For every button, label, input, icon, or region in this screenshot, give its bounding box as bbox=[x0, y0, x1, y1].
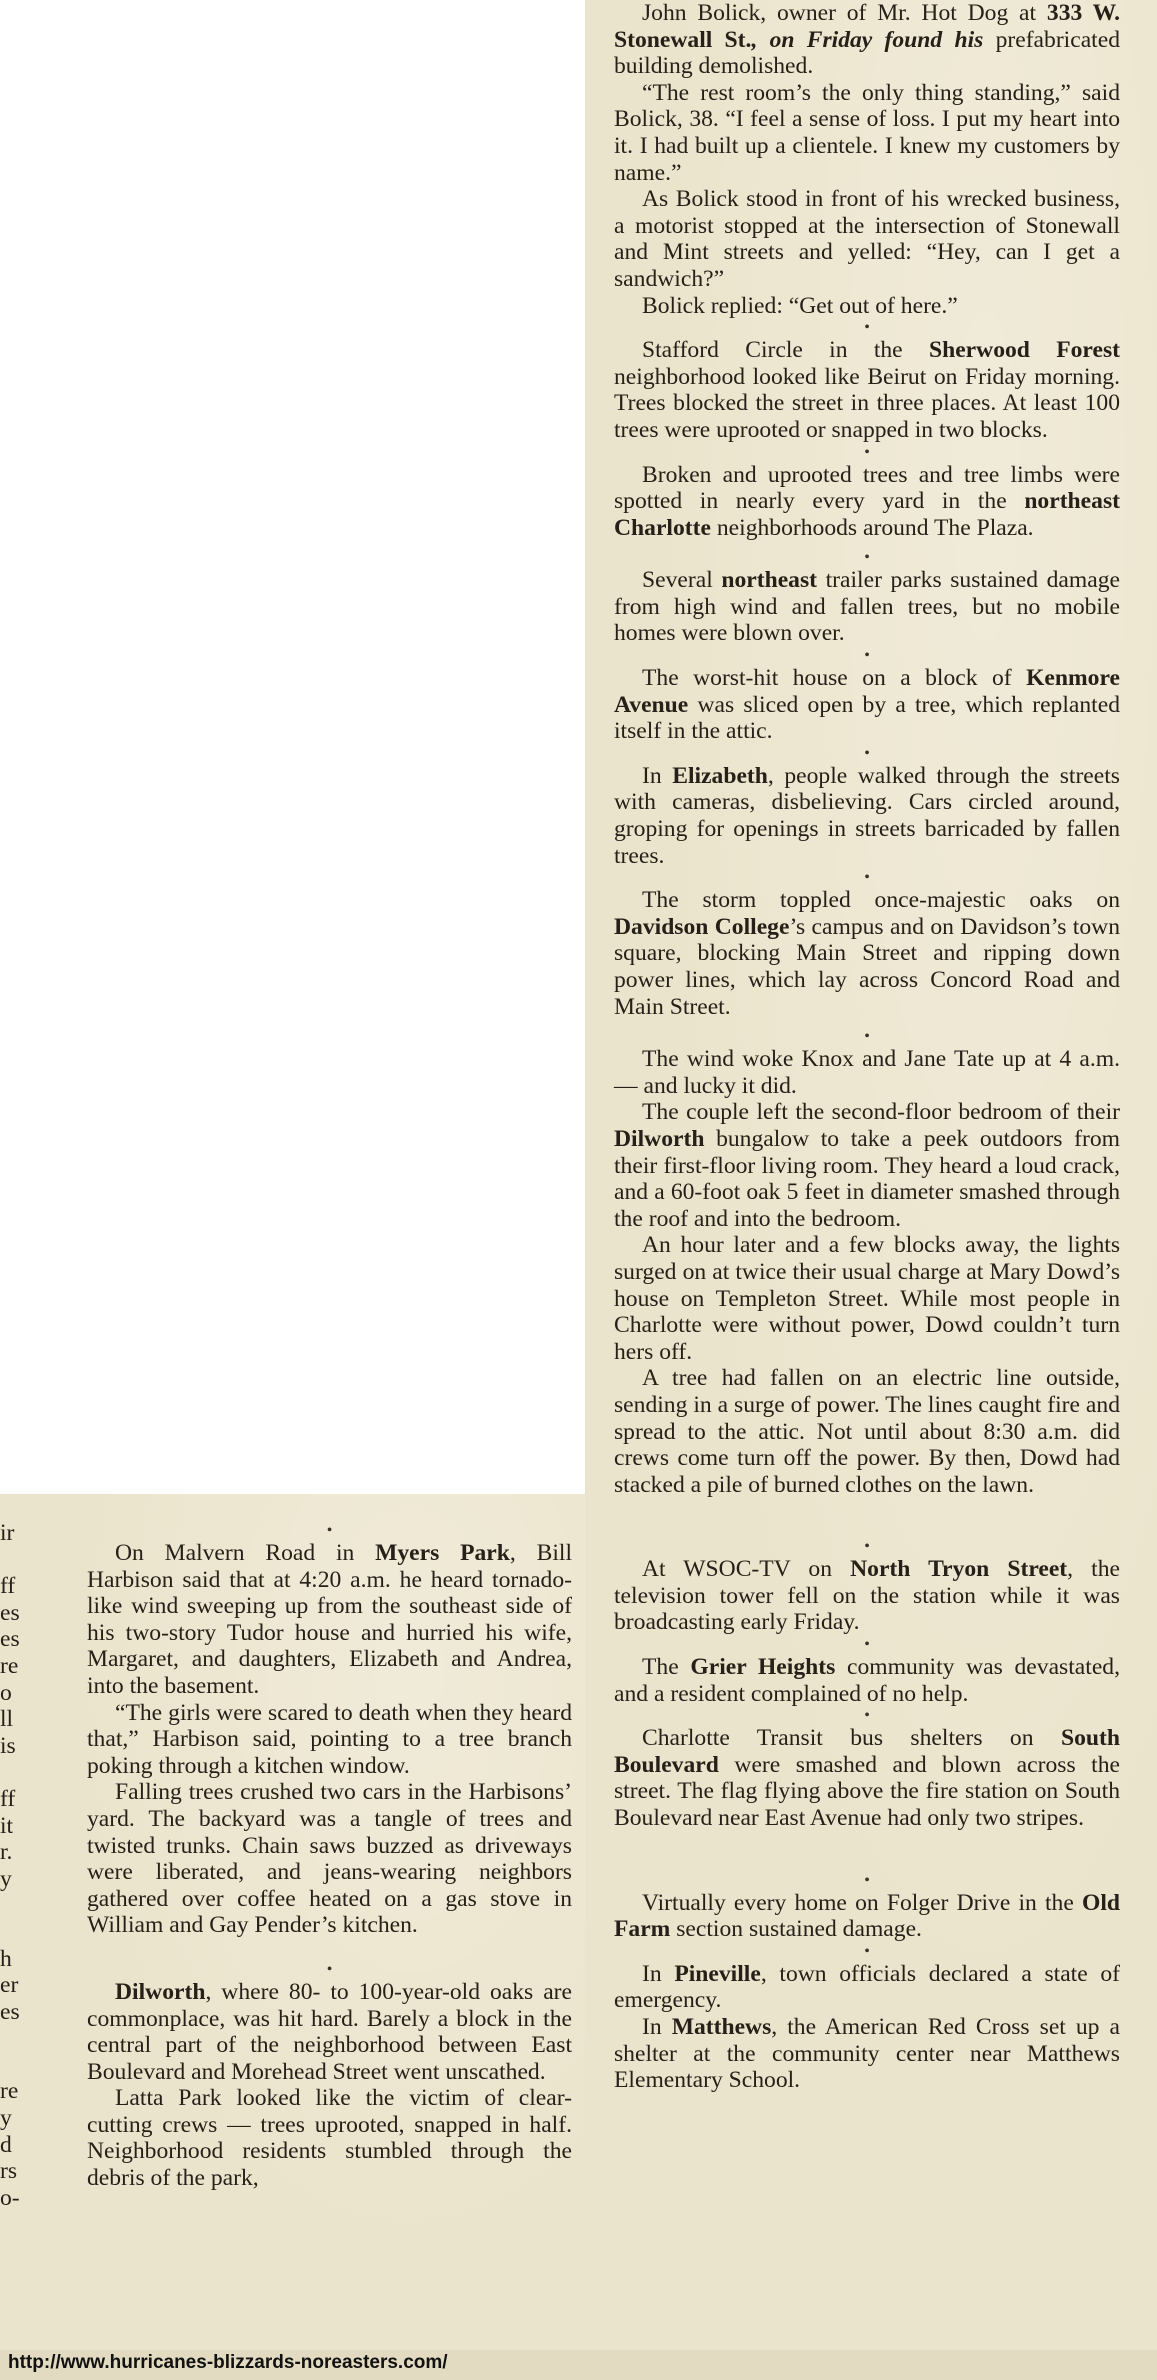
bullet-divider: • bbox=[864, 1538, 870, 1556]
bullet-divider: • bbox=[864, 549, 870, 567]
paragraph-dowd-surge: An hour later and a few blocks away, the lights surged on at twice their usual charge at Mary Dowd’s house on Templeton Street. While most people in Charlotte were without power, Dowd couldn’t turn hers off. bbox=[614, 1232, 1120, 1365]
bullet-divider: • bbox=[864, 869, 870, 887]
cut-off-left-edge-text: ir ff es es re o ll is ff it r. y h er es re y d rs o- bbox=[0, 1520, 20, 2211]
paragraph-wsoc-tv: At WSOC-TV on North Tryon Street, the television tower fell on the station while it was broadcasting early Friday. bbox=[614, 1556, 1120, 1636]
paragraph-dilworth-oaks: Dilworth, where 80- to 100-year-old oaks are commonplace, was hit hard. Barely a block in the central part of the neighborhood between East Boulevard and Morehead Street went unscathed. bbox=[87, 1978, 572, 2085]
paragraph-sherwood-forest: Stafford Circle in the Sherwood Forest neighborhood looked like Beirut on Friday morning. Trees blocked the street in three places. At least 100 trees were uprooted or snapped in two blocks. bbox=[614, 337, 1120, 443]
paragraph-kenmore-avenue: The worst-hit house on a block of Kenmore Avenue was sliced open by a tree, which replanted itself in the attic. bbox=[614, 665, 1120, 745]
paragraph-dowd-fire: A tree had fallen on an electric line outside, sending in a surge of power. The lines caught fire and spread to the attic. Not until about 8:30 a.m. did crews come turn off the power. By then, Dowd had stacked a pile of burned clothes on the lawn. bbox=[614, 1365, 1120, 1498]
paragraph-bolick-motorist: As Bolick stood in front of his wrecked business, a motorist stopped at the intersection of Stonewall and Mint streets and yelled: “Hey, can I get a sandwich?” bbox=[614, 186, 1120, 292]
paragraph-davidson-college: The storm toppled once-majestic oaks on Davidson College’s campus and on Davidson’s town square, blocking Main Street and ripping down power lines, which lay across Concord Road and Main Street. bbox=[614, 887, 1120, 1020]
bullet-divider: • bbox=[864, 1707, 870, 1725]
bullet-divider: • bbox=[326, 1960, 333, 1978]
bullet-divider: • bbox=[864, 443, 870, 461]
bullet-divider: • bbox=[864, 1028, 870, 1046]
right-article-column bbox=[614, 0, 1120, 2094]
paragraph-trailer-parks: Several northeast trailer parks sustained damage from high wind and fallen trees, but no mobile homes were blown over. bbox=[614, 567, 1120, 647]
left-article-column bbox=[87, 1522, 572, 2192]
paragraph-elizabeth: In Elizabeth, people walked through the streets with cameras, disbelieving. Cars circled around, groping for openings in streets barricaded by fallen trees. bbox=[614, 762, 1120, 869]
source-url: http://www.hurricanes-blizzards-noreasters.com/ bbox=[8, 2352, 448, 2373]
bullet-divider: • bbox=[326, 1522, 333, 1539]
bullet-divider: • bbox=[864, 1942, 870, 1960]
paragraph-tate-wake: The wind woke Knox and Jane Tate up at 4 a.m. — and lucky it did. bbox=[614, 1046, 1120, 1099]
paragraph-matthews: In Matthews, the American Red Cross set up a shelter at the community center near Matthews Elementary School. bbox=[614, 2014, 1120, 2094]
paragraph-harbison-yard: Falling trees crushed two cars in the Harbisons’ yard. The backyard was a tangle of trees and twisted trunks. Chain saws buzzed as driveways were liberated, and jeans-wearing neighbors gathered over coffee heated on a gas stove in William and Gay Pender’s kitchen. bbox=[87, 1779, 572, 1939]
paragraph-harbison-girls: “The girls were scared to death when they heard that,” Harbison said, pointing to a tree branch poking through a kitchen window. bbox=[87, 1699, 572, 1779]
bullet-divider: • bbox=[864, 319, 870, 337]
paragraph-old-farm: Virtually every home on Folger Drive in the Old Farm section sustained damage. bbox=[614, 1889, 1120, 1943]
bullet-divider: • bbox=[864, 647, 870, 665]
bullet-divider: • bbox=[864, 1871, 870, 1889]
paragraph-tate-dilworth: The couple left the second-floor bedroom of their Dilworth bungalow to take a peek outdoors from their first-floor living room. They heard a loud crack, and a 60-foot oak 5 feet in diameter smashed through the roof and into the bedroom. bbox=[614, 1099, 1120, 1232]
paragraph-grier-heights: The Grier Heights community was devastated, and a resident complained of no help. bbox=[614, 1654, 1120, 1707]
paragraph-bolick-intro: John Bolick, owner of Mr. Hot Dog at 333 W. Stonewall St., on Friday found his prefabricated building demolished. bbox=[614, 0, 1120, 80]
paragraph-pineville: In Pineville, town officials declared a state of emergency. bbox=[614, 1960, 1121, 2014]
paragraph-northeast-charlotte: Broken and uprooted trees and tree limbs were spotted in nearly every yard in the northeast Charlotte neighborhoods around The Plaza. bbox=[614, 461, 1120, 541]
paragraph-bolick-reply: Bolick replied: “Get out of here.” bbox=[642, 292, 958, 319]
paragraph-south-boulevard: Charlotte Transit bus shelters on South Boulevard were smashed and blown across the street. The flag flying above the fire station on South Boulevard near East Avenue had only two stripes. bbox=[614, 1725, 1120, 1832]
bullet-divider: • bbox=[864, 744, 870, 762]
paragraph-latta-park: Latta Park looked like the victim of clear-cutting crews — trees uprooted, snapped in half. Neighborhood residents stumbled through the debris of the park, bbox=[87, 2085, 572, 2192]
paragraph-myers-park: On Malvern Road in Myers Park, Bill Harbison said that at 4:20 a.m. he heard tornado-like wind sweeping up from the southeast side of his two-story Tudor house and hurried his wife, Margaret, and daughters, Elizabeth and Andrea, into the basement. bbox=[87, 1540, 573, 1699]
paragraph-bolick-quote: “The rest room’s the only thing standing,” said Bolick, 38. “I feel a sense of loss. I put my heart into it. I had built up a clientele. I knew my customers by name.” bbox=[614, 79, 1120, 186]
bullet-divider: • bbox=[864, 1636, 870, 1654]
